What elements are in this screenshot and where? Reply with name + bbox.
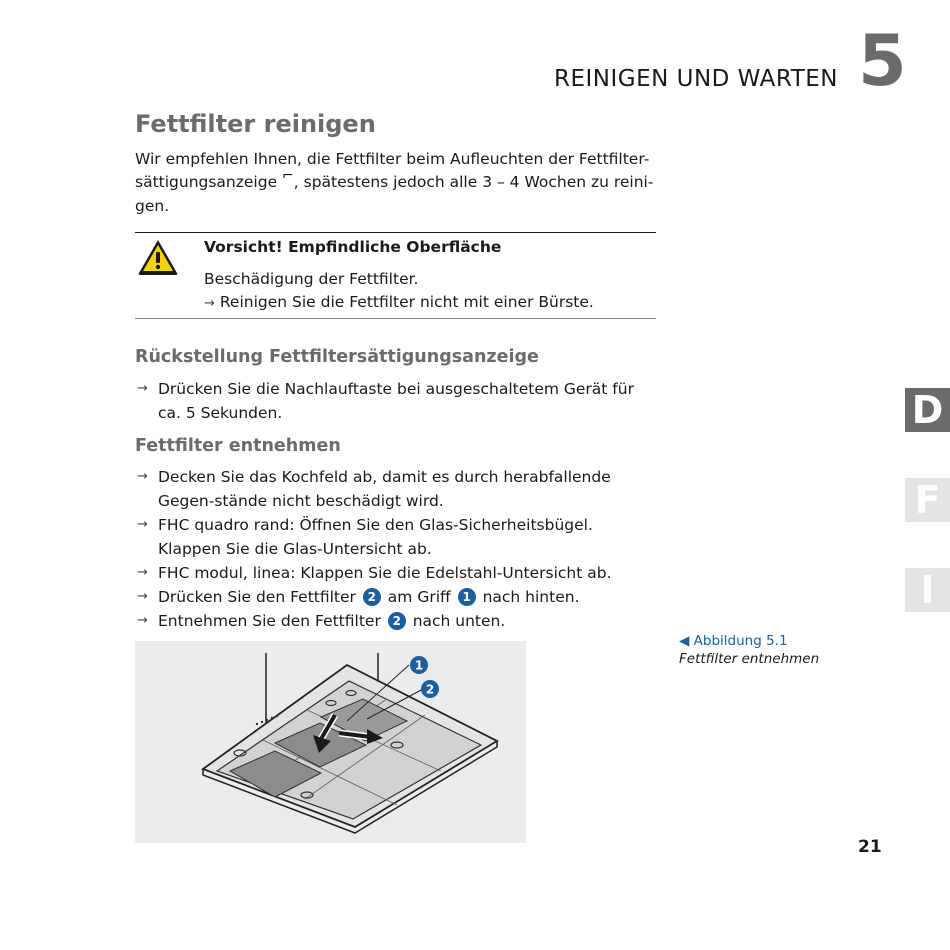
intro-line-2a: sättigungsanzeige	[135, 173, 283, 191]
list-item	[135, 377, 660, 425]
list-item	[135, 465, 660, 513]
range-hood-illustration	[135, 641, 526, 843]
language-tab-f[interactable]: F	[905, 478, 950, 522]
remove-steps	[135, 465, 660, 633]
warning-body	[204, 268, 654, 315]
reset-steps	[135, 377, 660, 425]
intro-line-1: Wir empfehlen Ihnen, die Fettfilter beim Aufleuchten der Fettfilter-	[135, 150, 650, 168]
figure-illustration	[135, 641, 526, 843]
page-number: 21	[858, 837, 882, 857]
arrow-icon: →	[137, 469, 148, 484]
figure-label: ◀ Abbildung 5.1	[679, 633, 788, 649]
step-text: Decken Sie das Kochfeld ab, damit es durch herabfallende Gegen-stände nicht beschädigt wird.	[158, 468, 611, 510]
callout-badge-filter: 2	[388, 612, 406, 630]
arrow-icon: →	[137, 589, 148, 604]
chapter-title: REINIGEN UND WARTEN	[553, 66, 838, 92]
step-text: am Griff	[387, 588, 451, 606]
list-item	[135, 609, 660, 633]
figure-callout-2: 2	[425, 682, 435, 697]
warning-heading: Vorsicht! Empfindliche Oberfläche	[204, 238, 502, 256]
chapter-number: 5	[858, 20, 907, 102]
figure-callout-1: 1	[414, 658, 424, 673]
section-title: Fettfilter reinigen	[135, 110, 376, 138]
figure-caption: Fettfilter entnehmen	[679, 651, 820, 667]
warning-top-rule	[135, 232, 656, 233]
warning-text: Beschädigung der Fettfilter.	[204, 270, 419, 288]
warning-instruction-text: Reinigen Sie die Fettfilter nicht mit einer Bürste.	[219, 293, 594, 311]
arrow-icon: →	[204, 296, 215, 311]
warning-bottom-rule	[135, 318, 656, 319]
arrow-icon: →	[137, 517, 148, 532]
reset-heading: Rückstellung Fettfiltersättigungsanzeige	[135, 347, 539, 367]
step-text: Drücken Sie den Fettfilter	[158, 588, 356, 606]
saturation-indicator-symbol: ⌐	[282, 168, 294, 184]
list-item	[135, 561, 660, 585]
step-text: nach unten.	[412, 612, 506, 630]
list-item	[135, 585, 660, 609]
list-item	[135, 513, 660, 561]
arrow-icon: →	[137, 565, 148, 580]
warning-instruction	[204, 291, 654, 315]
language-tab-i[interactable]: I	[905, 568, 950, 612]
callout-badge-filter: 2	[363, 588, 381, 606]
remove-heading: Fettfilter entnehmen	[135, 436, 341, 456]
step-text: FHC quadro rand: Öffnen Sie den Glas-Sicherheitsbügel. Klappen Sie die Glas-Untersicht ab.	[158, 516, 593, 558]
warning-triangle-icon	[137, 238, 179, 276]
intro-line-3: gen.	[135, 197, 170, 215]
callout-badge-handle: 1	[458, 588, 476, 606]
intro-line-2b: , spätestens jedoch alle 3 – 4 Wochen zu reini-	[293, 173, 654, 191]
intro-paragraph	[135, 148, 655, 218]
step-text: Drücken Sie die Nachlauftaste bei ausgeschaltetem Gerät für ca. 5 Sekunden.	[158, 380, 634, 422]
language-tab-d[interactable]: D	[905, 388, 950, 432]
arrow-icon: →	[137, 381, 148, 396]
step-text: FHC modul, linea: Klappen Sie die Edelstahl-Untersicht ab.	[158, 564, 612, 582]
step-text: nach hinten.	[482, 588, 580, 606]
step-text: Entnehmen Sie den Fettfilter	[158, 612, 381, 630]
arrow-icon: →	[137, 613, 148, 628]
